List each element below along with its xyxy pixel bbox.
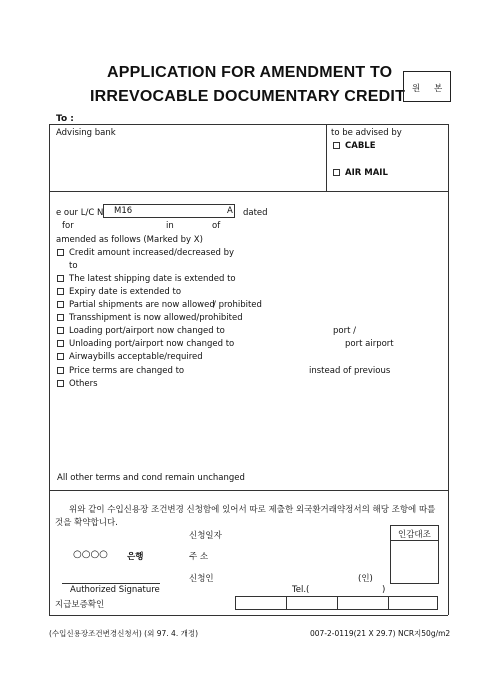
title-line-1: APPLICATION FOR AMENDMENT TO bbox=[107, 64, 393, 81]
form-bottom-border bbox=[49, 615, 448, 616]
tel-label: Tel.( bbox=[292, 585, 310, 595]
authorized-signature-label: Authorized Signature bbox=[70, 585, 160, 595]
for-label: for bbox=[62, 221, 74, 231]
item-price-terms[interactable] bbox=[57, 366, 184, 376]
checkbox[interactable] bbox=[57, 353, 64, 360]
address-label: 주 소 bbox=[189, 552, 209, 562]
to-label: To : bbox=[56, 114, 74, 124]
checkbox[interactable] bbox=[57, 249, 64, 256]
box-divider bbox=[286, 597, 287, 609]
port-airport-label: port airport bbox=[345, 339, 394, 349]
item-label: Unloading port/airport now changed to bbox=[69, 339, 235, 349]
item-expiry-date[interactable] bbox=[57, 287, 181, 297]
item-shipping-date[interactable] bbox=[57, 274, 236, 284]
checkbox[interactable] bbox=[57, 380, 64, 387]
lc-number-suffix: A bbox=[227, 206, 233, 216]
item-unloading-port[interactable] bbox=[57, 339, 234, 349]
item-label: Others bbox=[69, 379, 98, 389]
item-airwaybills[interactable] bbox=[57, 352, 203, 362]
footer-left: (수입신용장조건변경신청서) (외 97. 4. 개정) bbox=[49, 629, 198, 638]
checkbox[interactable] bbox=[57, 314, 64, 321]
lc-prefix: e our L/C N bbox=[56, 208, 104, 218]
cable-checkbox[interactable] bbox=[333, 142, 340, 149]
checkbox[interactable] bbox=[57, 340, 64, 347]
bank-label: 은행 bbox=[127, 552, 144, 562]
section1-divider bbox=[326, 124, 327, 191]
item-label: Expiry date is extended to bbox=[69, 287, 182, 297]
stamp-char-2: 본 bbox=[434, 84, 443, 94]
lc-number-value: M16 bbox=[114, 206, 133, 216]
instead-of-label: instead of previous bbox=[309, 366, 391, 376]
bank-circles: ○○○○ bbox=[73, 549, 108, 560]
item-loading-port[interactable] bbox=[57, 326, 225, 336]
box-divider bbox=[388, 597, 389, 609]
item-partial-shipments[interactable] bbox=[57, 300, 215, 310]
airmail-option[interactable] bbox=[333, 168, 388, 178]
checkbox[interactable] bbox=[57, 275, 64, 282]
advised-by-label: to be advised by bbox=[331, 128, 402, 138]
item-label: Transshipment is now allowed/prohibited bbox=[69, 313, 243, 323]
port-slash-label: port / bbox=[333, 326, 356, 336]
title-line-2: IRREVOCABLE DOCUMENTARY CREDIT bbox=[90, 88, 406, 105]
of-label: of bbox=[212, 221, 221, 231]
item-transshipment[interactable] bbox=[57, 313, 243, 323]
stamp-char-1: 원 bbox=[412, 84, 421, 94]
seal-comparison-label: 인감대조 bbox=[398, 530, 431, 540]
lc-number-field[interactable] bbox=[103, 204, 235, 218]
form-right-border bbox=[448, 124, 449, 615]
item-label: Airwaybills acceptable/required bbox=[69, 352, 203, 362]
all-other-terms: All other terms and cond remain unchanged bbox=[57, 473, 245, 483]
item-label: Credit amount increased/decreased by bbox=[69, 248, 235, 258]
declaration-line-1: 위와 같이 수입신용장 조건변경 신청함에 있어서 따로 제출한 외국환거래약정서의 해당 조항에 따를 bbox=[69, 505, 436, 515]
section2-bottom-border bbox=[49, 490, 448, 491]
dated-label: dated bbox=[243, 208, 268, 218]
payment-confirm-boxes[interactable] bbox=[235, 596, 438, 610]
airmail-checkbox[interactable] bbox=[333, 169, 340, 176]
prohibited-label: / prohibited bbox=[213, 300, 262, 310]
seal-box-divider bbox=[391, 540, 438, 541]
checkbox[interactable] bbox=[57, 367, 64, 374]
airmail-label: AIR MAIL bbox=[345, 168, 388, 178]
credit-to-label: to bbox=[69, 261, 78, 271]
box-divider bbox=[337, 597, 338, 609]
item-label: Loading port/airport now changed to bbox=[69, 326, 225, 336]
seal-mark: (인) bbox=[358, 574, 373, 584]
tel-close: ) bbox=[382, 585, 386, 595]
original-stamp-box bbox=[403, 71, 451, 102]
amended-label: amended as follows (Marked by X) bbox=[56, 235, 203, 245]
item-label: Partial shipments are now allowed bbox=[69, 300, 215, 310]
form-left-border bbox=[49, 124, 50, 615]
signature-line bbox=[62, 583, 160, 584]
checkbox[interactable] bbox=[57, 288, 64, 295]
payment-confirm-label: 지급보증확인 bbox=[55, 600, 105, 610]
seal-comparison-box bbox=[390, 525, 439, 584]
item-label: Price terms are changed to bbox=[69, 366, 185, 376]
applicant-label: 신청인 bbox=[189, 574, 214, 584]
advising-bank-label: Advising bank bbox=[56, 128, 116, 138]
section1-bottom-border bbox=[49, 191, 448, 192]
cable-option[interactable] bbox=[333, 141, 376, 151]
checkbox[interactable] bbox=[57, 327, 64, 334]
form-top-border bbox=[49, 124, 448, 125]
application-date-label: 신청일자 bbox=[189, 531, 222, 541]
footer-right: 007-2-0119(21 X 29.7) NCR지50g/m2 bbox=[310, 629, 451, 638]
checkbox[interactable] bbox=[57, 301, 64, 308]
cable-label: CABLE bbox=[345, 141, 376, 151]
item-credit-amount[interactable] bbox=[57, 248, 234, 258]
item-others[interactable] bbox=[57, 379, 98, 389]
item-label: The latest shipping date is extended to bbox=[69, 274, 236, 284]
declaration-line-2: 것을 확약합니다. bbox=[55, 518, 118, 528]
in-label: in bbox=[166, 221, 174, 231]
